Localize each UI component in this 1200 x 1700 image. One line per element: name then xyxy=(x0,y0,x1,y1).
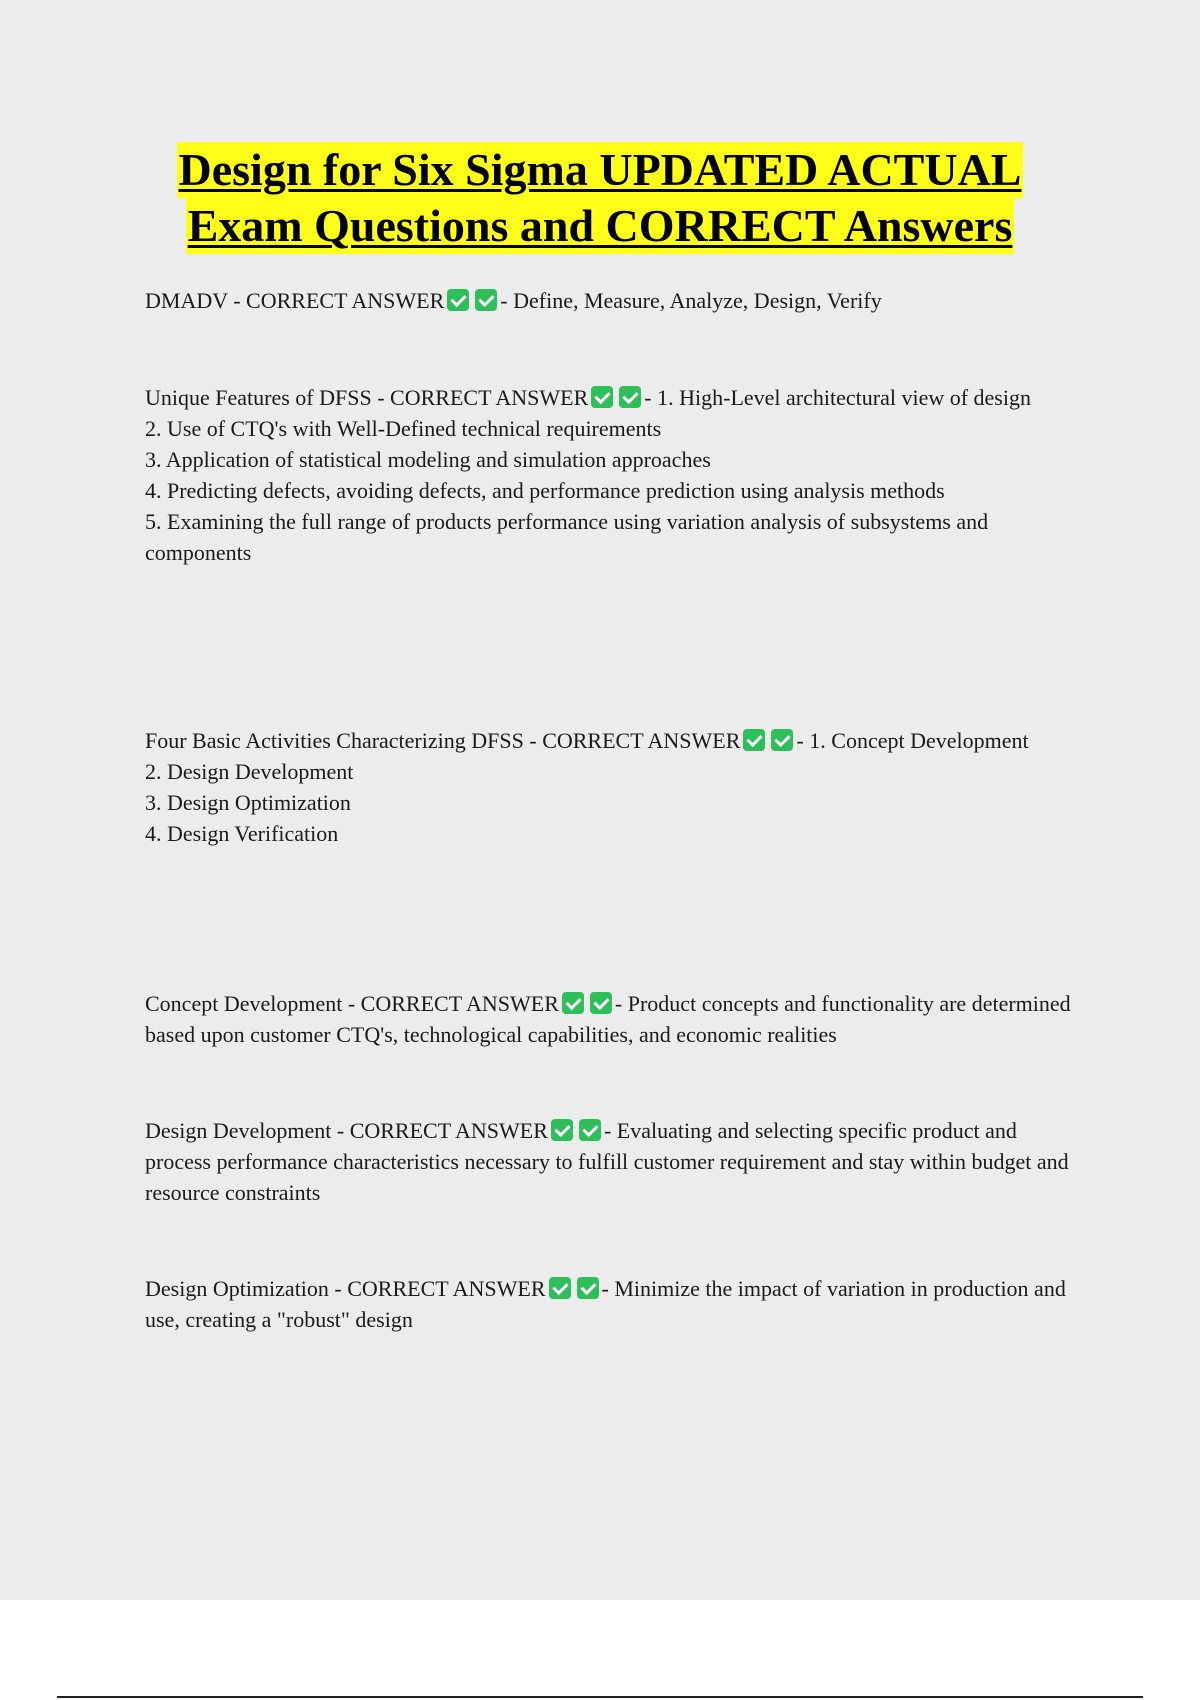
qa-item-dmadv: DMADV - CORRECT ANSWER - Define, Measure, Analyze, Design, Verify xyxy=(145,288,882,313)
qa-answer: Minimize the impact of variation in production and use, creating a "robust" design xyxy=(145,1276,1066,1332)
check-mark-icon xyxy=(579,1119,601,1141)
qa-item-concept-development: Concept Development - CORRECT ANSWER - Product concepts and functionality are determined based upon customer CTQ's, technological capabilities, and economic realities xyxy=(145,991,1071,1047)
qa-term: Concept Development xyxy=(145,991,343,1016)
title-line-2: Exam Questions and CORRECT Answers xyxy=(186,198,1015,254)
check-mark-icon xyxy=(619,386,641,408)
qa-answer: 4. Design Verification xyxy=(145,821,339,846)
qa-answer: 1. High-Level architectural view of design xyxy=(657,385,1031,410)
qa-term: DMADV xyxy=(145,288,228,313)
qa-term: Design Optimization xyxy=(145,1276,329,1301)
check-mark-icon xyxy=(590,992,612,1014)
check-mark-icon xyxy=(447,289,469,311)
check-mark-icon xyxy=(475,289,497,311)
correct-answer-marker: CORRECT ANSWER xyxy=(360,991,559,1016)
title-line-1: Design for Six Sigma UPDATED ACTUAL xyxy=(177,142,1024,198)
qa-answer: 1. Concept Development xyxy=(809,728,1029,753)
qa-answer: Define, Measure, Analyze, Design, Verify xyxy=(513,288,882,313)
qa-answer: 3. Design Optimization xyxy=(145,790,351,815)
correct-answer-marker: CORRECT ANSWER xyxy=(246,288,445,313)
qa-answer: 3. Application of statistical modeling and simulation approaches xyxy=(145,447,711,472)
check-mark-icon xyxy=(549,1277,571,1299)
qa-term: Design Development xyxy=(145,1118,332,1143)
check-mark-icon xyxy=(591,386,613,408)
qa-item-four-activities: Four Basic Activities Characterizing DFSS - CORRECT ANSWER - 1. Concept Development 2. Design Development 3. Design Optimization 4. Design Verification xyxy=(145,725,1075,849)
correct-answer-marker: CORRECT ANSWER xyxy=(349,1118,548,1143)
correct-answer-marker: CORRECT ANSWER xyxy=(390,385,589,410)
correct-answer-marker: CORRECT ANSWER xyxy=(542,728,741,753)
qa-answer: Evaluating and selecting specific product and process performance characteristics necessary to fulfill customer requirement and stay within budget and resource constraints xyxy=(145,1118,1069,1205)
qa-term: Four Basic Activities Characterizing DFSS xyxy=(145,728,524,753)
qa-answer: 5. Examining the full range of products performance using variation analysis of subsystems and components xyxy=(145,509,989,565)
qa-item-design-development: Design Development - CORRECT ANSWER - Evaluating and selecting specific product and process performance characteristics necessary to fulfill customer requirement and stay within budget and resource constraints xyxy=(145,1118,1069,1205)
footer-divider xyxy=(57,1696,1143,1698)
check-mark-icon xyxy=(551,1119,573,1141)
qa-answer: 4. Predicting defects, avoiding defects, and performance prediction using analysis methods xyxy=(145,478,945,503)
qa-answer: 2. Design Development xyxy=(145,759,354,784)
qa-item-unique-features: Unique Features of DFSS - CORRECT ANSWER - 1. High-Level architectural view of design 2. Use of CTQ's with Well-Defined technical requirements 3. Application of statistical modeling and simulation approaches 4. Predicting defects, avoiding defects, and performance prediction using analysis methods 5. Examining the full range of products performance using variation analysis of subsystems and components xyxy=(145,382,1075,568)
check-mark-icon xyxy=(743,729,765,751)
correct-answer-marker: CORRECT ANSWER xyxy=(347,1276,546,1301)
qa-term: Unique Features of DFSS xyxy=(145,385,372,410)
check-mark-icon xyxy=(771,729,793,751)
qa-answer: Product concepts and functionality are determined based upon customer CTQ's, technological capabilities, and economic realities xyxy=(145,991,1071,1047)
document-title xyxy=(0,142,1200,254)
check-mark-icon xyxy=(577,1277,599,1299)
qa-item-design-optimization: Design Optimization - CORRECT ANSWER - Minimize the impact of variation in production and use, creating a "robust" design xyxy=(145,1276,1066,1332)
qa-answer: 2. Use of CTQ's with Well-Defined technical requirements xyxy=(145,416,662,441)
check-mark-icon xyxy=(562,992,584,1014)
